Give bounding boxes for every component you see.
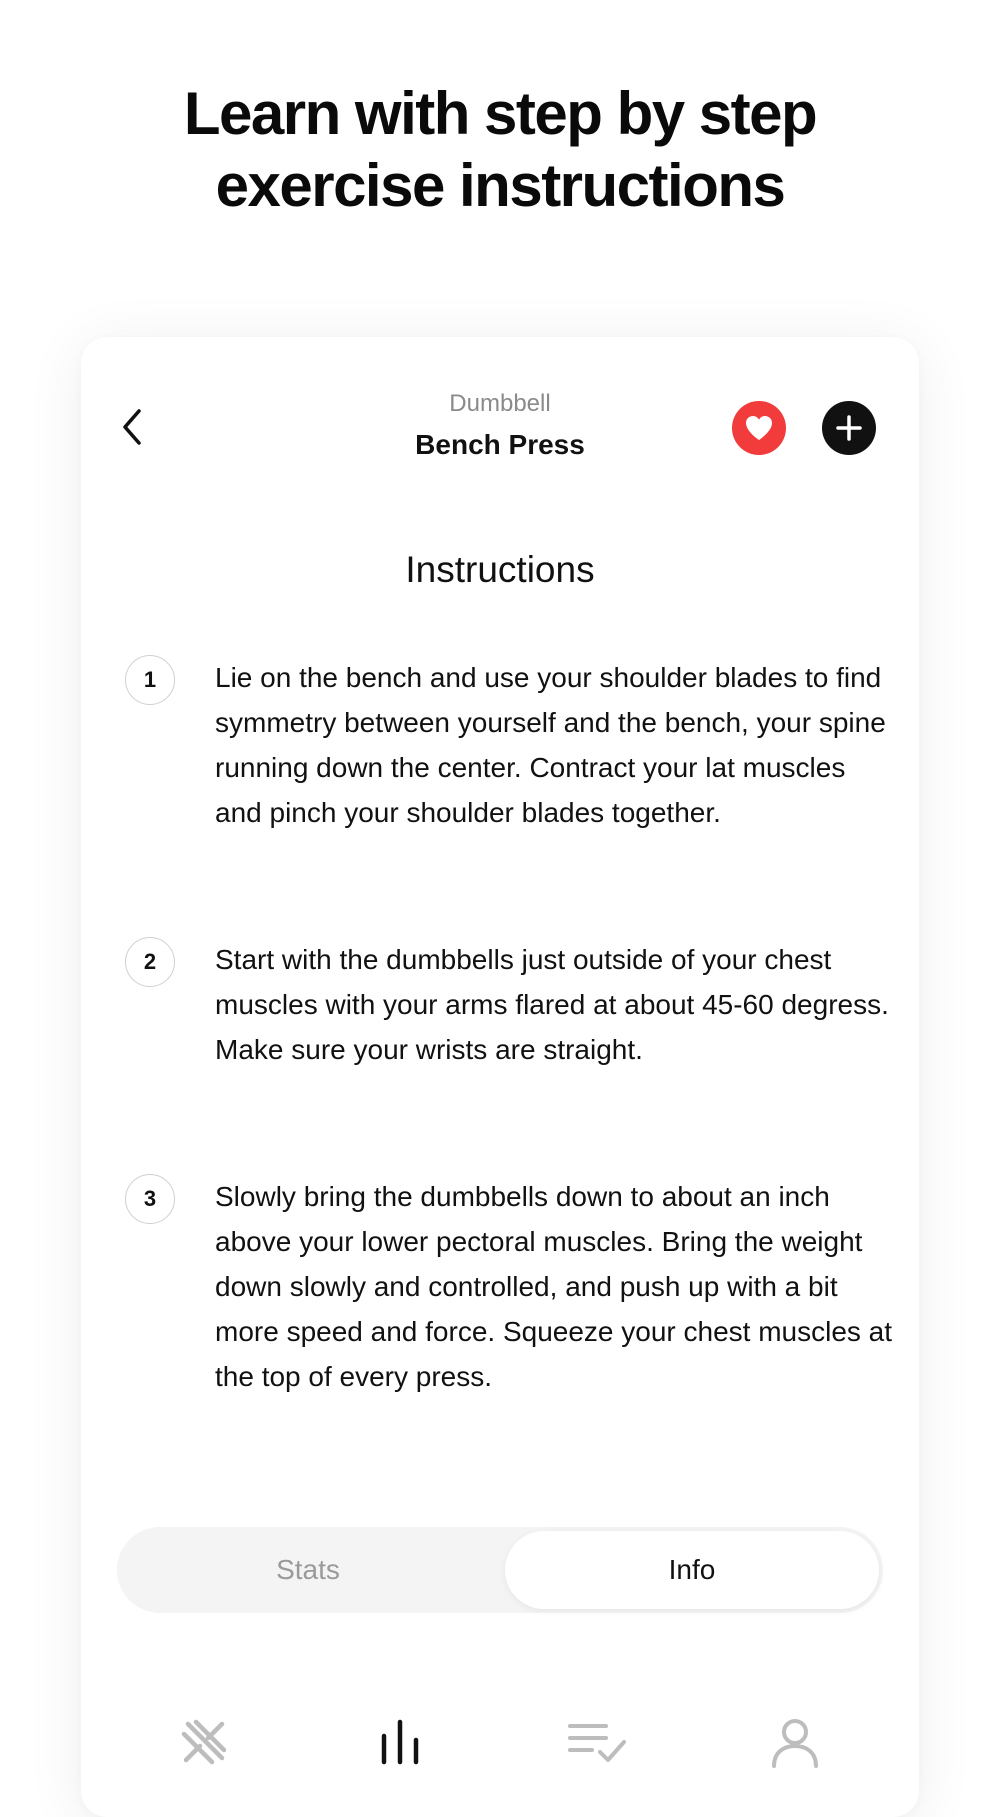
- headline-line-1: Learn with step by step: [183, 80, 817, 147]
- step-number: 1: [125, 655, 175, 705]
- headline-line-2: exercise instructions: [215, 152, 785, 219]
- checklist-icon: [566, 1718, 628, 1766]
- instructions-title: Instructions: [405, 549, 595, 590]
- chevron-left-icon: [119, 407, 147, 447]
- step-number: 2: [125, 937, 175, 987]
- back-button[interactable]: [111, 405, 155, 449]
- nav-routines[interactable]: [547, 1692, 647, 1792]
- nav-profile[interactable]: [745, 1692, 845, 1792]
- exercise-name: Bench Press: [415, 429, 585, 460]
- plus-icon: [835, 414, 863, 442]
- profile-icon: [770, 1716, 820, 1768]
- stats-info-toggle: [117, 1527, 883, 1613]
- step-text: Slowly bring the dumbbells down to about an inch above your lower pectoral muscles. Bring the weight down slowly and controlled, and push up with a bit more speed and force. Squeeze your chest muscles at the top of every press.: [215, 1181, 893, 1392]
- workout-icon: [178, 1716, 230, 1768]
- tab-info[interactable]: Info: [505, 1531, 879, 1609]
- step-text: Lie on the bench and use your shoulder blades to find symmetry between yourself and the bench, your spine running down the center. Contract your lat muscles and pinch your shoulder blades together.: [215, 662, 886, 828]
- add-exercise-button[interactable]: [822, 401, 876, 455]
- nav-workouts[interactable]: [154, 1692, 254, 1792]
- exercise-equipment: Dumbbell: [449, 390, 551, 417]
- bar-chart-icon: [376, 1718, 424, 1766]
- exercise-title-block: [81, 389, 919, 465]
- nav-stats[interactable]: [350, 1692, 450, 1792]
- exercise-card: [81, 337, 919, 1817]
- tab-stats[interactable]: Stats: [276, 1554, 340, 1585]
- page-headline: [0, 78, 1000, 222]
- heart-icon: [744, 414, 774, 442]
- step-number: 3: [125, 1174, 175, 1224]
- step-text: Start with the dumbbells just outside of your chest muscles with your arms flared at about 45-60 degress. Make sure your wrists are straight.: [215, 944, 889, 1065]
- bottom-navigation: [81, 1692, 919, 1792]
- favorite-button[interactable]: [732, 401, 786, 455]
